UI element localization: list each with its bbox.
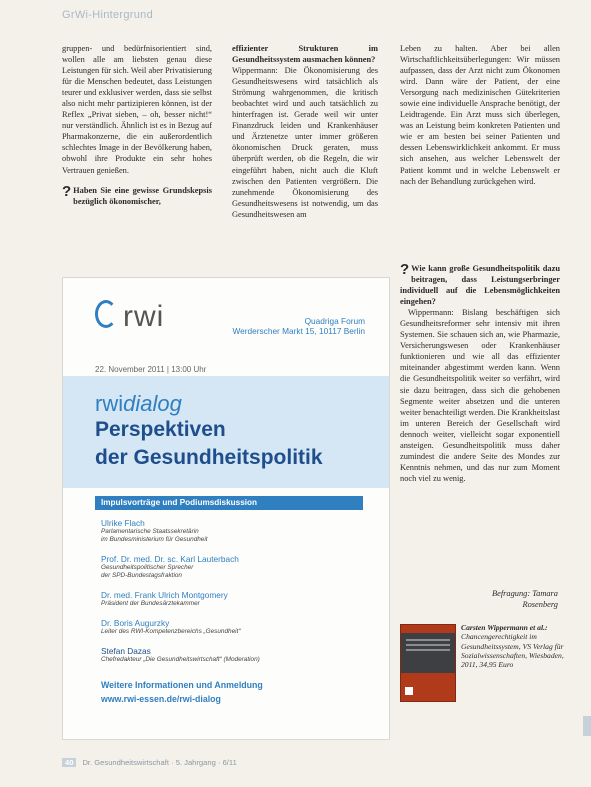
speaker-entry: Prof. Dr. med. Dr. sc. Karl Lauterbach Gesundheitspolitischer Sprecher der SPD-Bundestagsfraktion bbox=[101, 554, 239, 579]
section-tag: GrWi-Hintergrund bbox=[62, 9, 153, 21]
event-date: 22. November 2011 | 13:00 Uhr bbox=[95, 365, 207, 374]
book-cover bbox=[400, 624, 456, 702]
book-reference: Carsten Wippermann et al.: Chancengerechtigkeit im Gesundheitssystem, VS Verlag für Sozialwissenschaften, Wiesbaden, 2011, 34,95 Euro bbox=[461, 623, 564, 670]
registration-url[interactable]: www.rwi-essen.de/rwi-dialog bbox=[101, 694, 221, 704]
column-3 bbox=[400, 43, 560, 187]
speaker-entry: Dr. med. Frank Ulrich Montgomery Präsident der Bundesärztekammer bbox=[101, 590, 228, 607]
col1-body: gruppen- und bedürfnisorientiert sind, wollen alle am liebsten genau diese Leistungen für sich. Weil aber Privatisierung für die Menschen bedeutet, dass Leistungen teurer und exklusiver werden, dass sie selbst also nicht mehr partizipieren können, ist der Reflex „Privat sieben, – oh, besser nicht!“ nur verständlich. Ähnlich ist es in Bezug auf Pharmakonzerne, die ein außerordentlich schlechtes Image in der Bevölkerung haben, obwohl ihre Produkte ein sehr hohes Vertrauen genießen. bbox=[62, 44, 212, 175]
col3-answer: Wippermann: Bislang beschäftigen sich Gesundheitsreformer sehr intensiv mit ihren Systemen. Sie schauen sich an, wie Pharmazie, Versicherungswesen oder Krankenhäuser funktionieren und wie all das effizienter miteinander abgestimmt werden kann. Wenn die Gesundheitspolitik weiter so verfährt, wird sie dazu beitragen, dass sich die gehobenen Segmente weiter absetzen und die unteren weiter benachteiligt werden. Die Krankheitslast im unteren Bereich der Gesellschaft wird dennoch weiter, vielleicht sogar exponentiell ansteigen. Gesundheitspolitik muss daher zumindest die andere Seite des Mondes zur Kenntnis nehmen, und das nur zum Moment noch viel zu wenig. bbox=[400, 308, 560, 483]
page-footer bbox=[62, 758, 237, 767]
rwi-logo-icon bbox=[95, 300, 117, 328]
event-title-line1: Perspektiven bbox=[95, 418, 226, 441]
program-strip: Impulsvorträge und Podiumsdiskussion bbox=[95, 496, 363, 510]
interview-question-2: ? Wie kann große Gesundheitspolitik dazu beitragen, dass Leistungserbringer individuell auf die Lebensmöglichkeiten eingehen? bbox=[400, 261, 560, 307]
speaker-entry: Stefan Dazas Chefredakteur „Die Gesundheitswirtschaft“ (Moderation) bbox=[101, 646, 260, 663]
column-2 bbox=[232, 43, 378, 220]
question-mark-icon: ? bbox=[62, 182, 72, 200]
registration-info: Weitere Informationen und Anmeldung bbox=[101, 680, 263, 690]
publisher-logo-icon bbox=[405, 687, 413, 695]
col2-body: Wippermann: Die Ökonomisierung des Gesundheitswesens wird tatsächlich als Strömung wahrgenommen, die kritisch beobachtet wird und auch tatsächlich zu hinterfragen ist. Gerade weil wir unter Finanzdruck leiden und Krankenhäuser und Ärztenetze unter immer größeren ökonomischen Druck geraten, muss überprüft werden, ob die Regeln, die wir eingeführt haben, nicht auch die Kluft zwischen den Patienten vergrößern. Die zunehmende Ökonomisierung des Gesundheitswesens ist notwendig, um das Gesundheitswesen am bbox=[232, 66, 378, 219]
interview-credit: Befragung: Tamara Rosenberg bbox=[492, 589, 558, 609]
page-edge-mark bbox=[583, 716, 591, 736]
speaker-entry: Dr. Boris Augurzky Leiter des RWI-Kompetenzbereichs „Gesundheit“ bbox=[101, 618, 241, 635]
interview-question-1: ? Haben Sie eine gewisse Grundskepsis bezüglich ökonomischer, bbox=[62, 182, 212, 206]
event-title-band bbox=[63, 376, 389, 488]
rwi-logo: rwi bbox=[95, 300, 164, 334]
rwi-dialog-advertisement bbox=[62, 277, 390, 740]
page-number: 40 bbox=[62, 758, 76, 767]
column-3-lower bbox=[400, 263, 560, 484]
question-mark-icon: ? bbox=[400, 261, 410, 278]
col3-body: Leben zu halten. Aber bei allen Wirtschaftlichkeitsüberlegungen: Wir müssen aufpassen, dass der Arzt nicht zum Ökonomen wird. Dann wäre der Patient, der eine Versorgung nach medizinischen Gütekriterien sowie eine individuelle Ansprache benötigt, der Leidtragende. Ein Arzt muss sich überlegen, was an Leistung beim konkreten Patienten und wie er am besten bei seiner Patienten und dessen Lebenswirklichkeit ankommt. Er muss sich ansehen, aus welcher Lebenswelt der Patient kommt und in welche Lebenswelt er nach der Behandlung zurückgehen wird. bbox=[400, 44, 560, 186]
rwi-dialog-wordmark: rwidialog bbox=[95, 391, 182, 416]
column-1 bbox=[62, 43, 212, 207]
event-title-line2: der Gesundheitspolitik bbox=[95, 446, 323, 469]
footer-text: Dr. Gesundheitswirtschaft · 5. Jahrgang · 6/11 bbox=[82, 758, 237, 767]
col2-lead: effizienter Strukturen im Gesundheitssystem ausmachen können? bbox=[232, 44, 378, 65]
event-venue: Quadriga Forum Werderscher Markt 15, 10117 Berlin bbox=[232, 316, 365, 336]
speaker-entry: Ulrike Flach Parlamentarische Staatssekretärin im Bundesministerium für Gesundheit bbox=[101, 518, 208, 543]
